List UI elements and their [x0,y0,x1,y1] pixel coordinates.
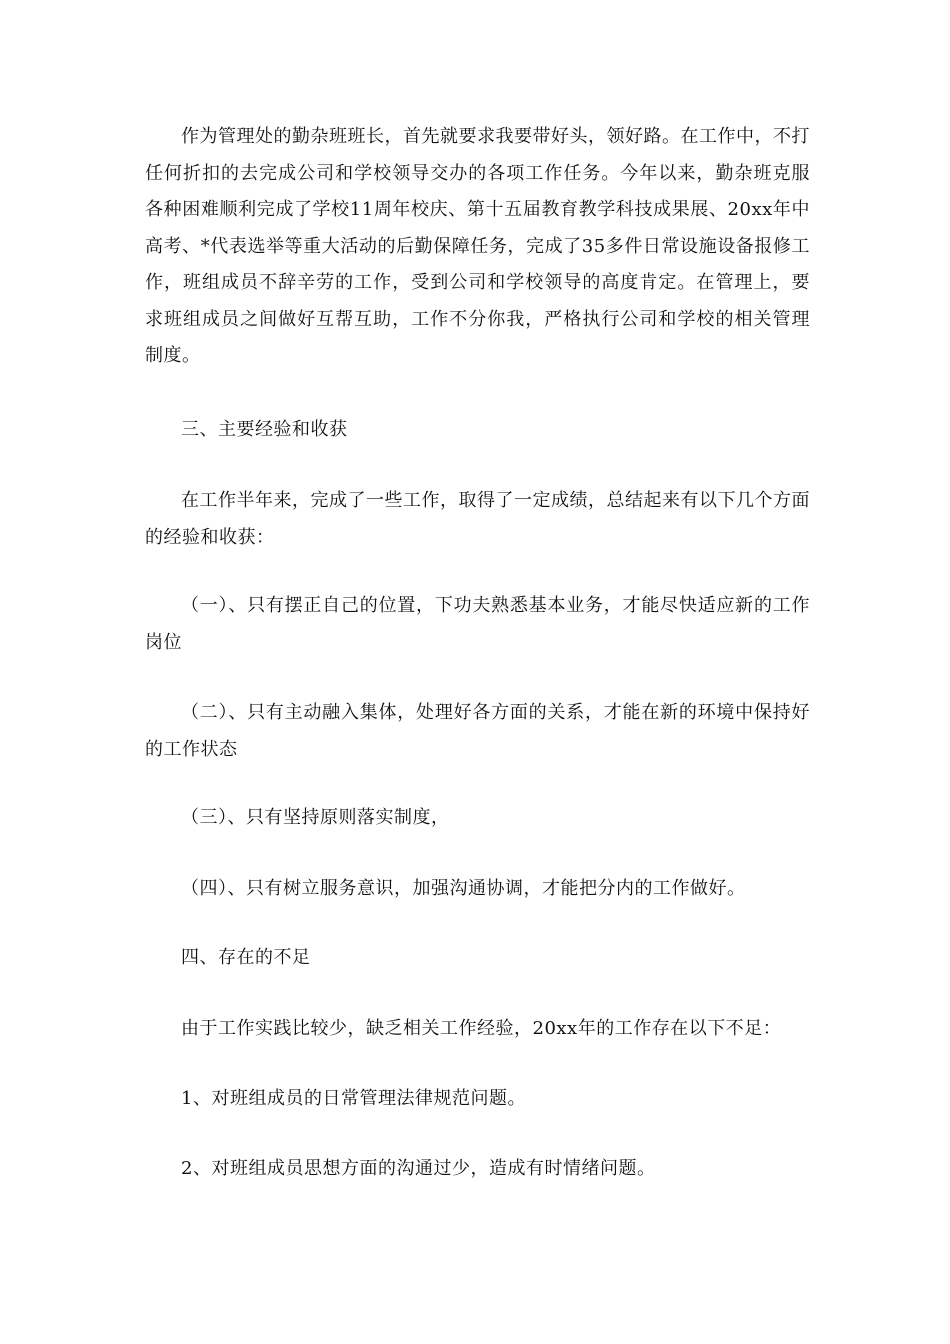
body-paragraph-experience-intro: 在工作半年来，完成了一些工作，取得了一定成绩，总结起来有以下几个方面的经验和收获： [145,490,810,548]
body-paragraph-shortcomings-intro: 由于工作实践比较少，缺乏相关工作经验，20xx年的工作存在以下不足： [181,1018,782,1039]
list-item-experience-2: （二）、只有主动融入集体，处理好各方面的关系，才能在新的环境中保持好的工作状态 [145,702,810,760]
section-heading-experience: 三、主要经验和收获 [181,419,348,440]
list-item-experience-3: （三）、只有坚持原则落实制度， [181,807,450,828]
list-item-shortcoming-2: 2、对班组成员思想方面的沟通过少，造成有时情绪问题。 [181,1158,656,1179]
list-item-shortcoming-1: 1、对班组成员的日常管理法律规范问题。 [181,1088,526,1109]
list-item-experience-4: （四）、只有树立服务意识，加强沟通协调，才能把分内的工作做好。 [181,878,746,899]
list-item-experience-1: （一）、只有摆正自己的位置，下功夫熟悉基本业务，才能尽快适应新的工作岗位 [145,595,810,653]
body-paragraph-leader-duties: 作为管理处的勤杂班班长，首先就要求我要带好头，领好路。在工作中，不打任何折扣的去完成公司和学校领导交办的各项工作任务。今年以来，勤杂班克服各种困难顺利完成了学校11周年校庆、第十五届教育教学科技成果展、20xx年中高考、*代表选举等重大活动的后勤保障任务，完成了35多件日常设施设备报修工作，班组成员不辞辛劳的工作，受到公司和学校领导的高度肯定。在管理上，要求班组成员之间做好互帮互助，工作不分你我，严格执行公司和学校的相关管理制度。 [145,126,810,366]
section-heading-shortcomings: 四、存在的不足 [181,947,311,968]
